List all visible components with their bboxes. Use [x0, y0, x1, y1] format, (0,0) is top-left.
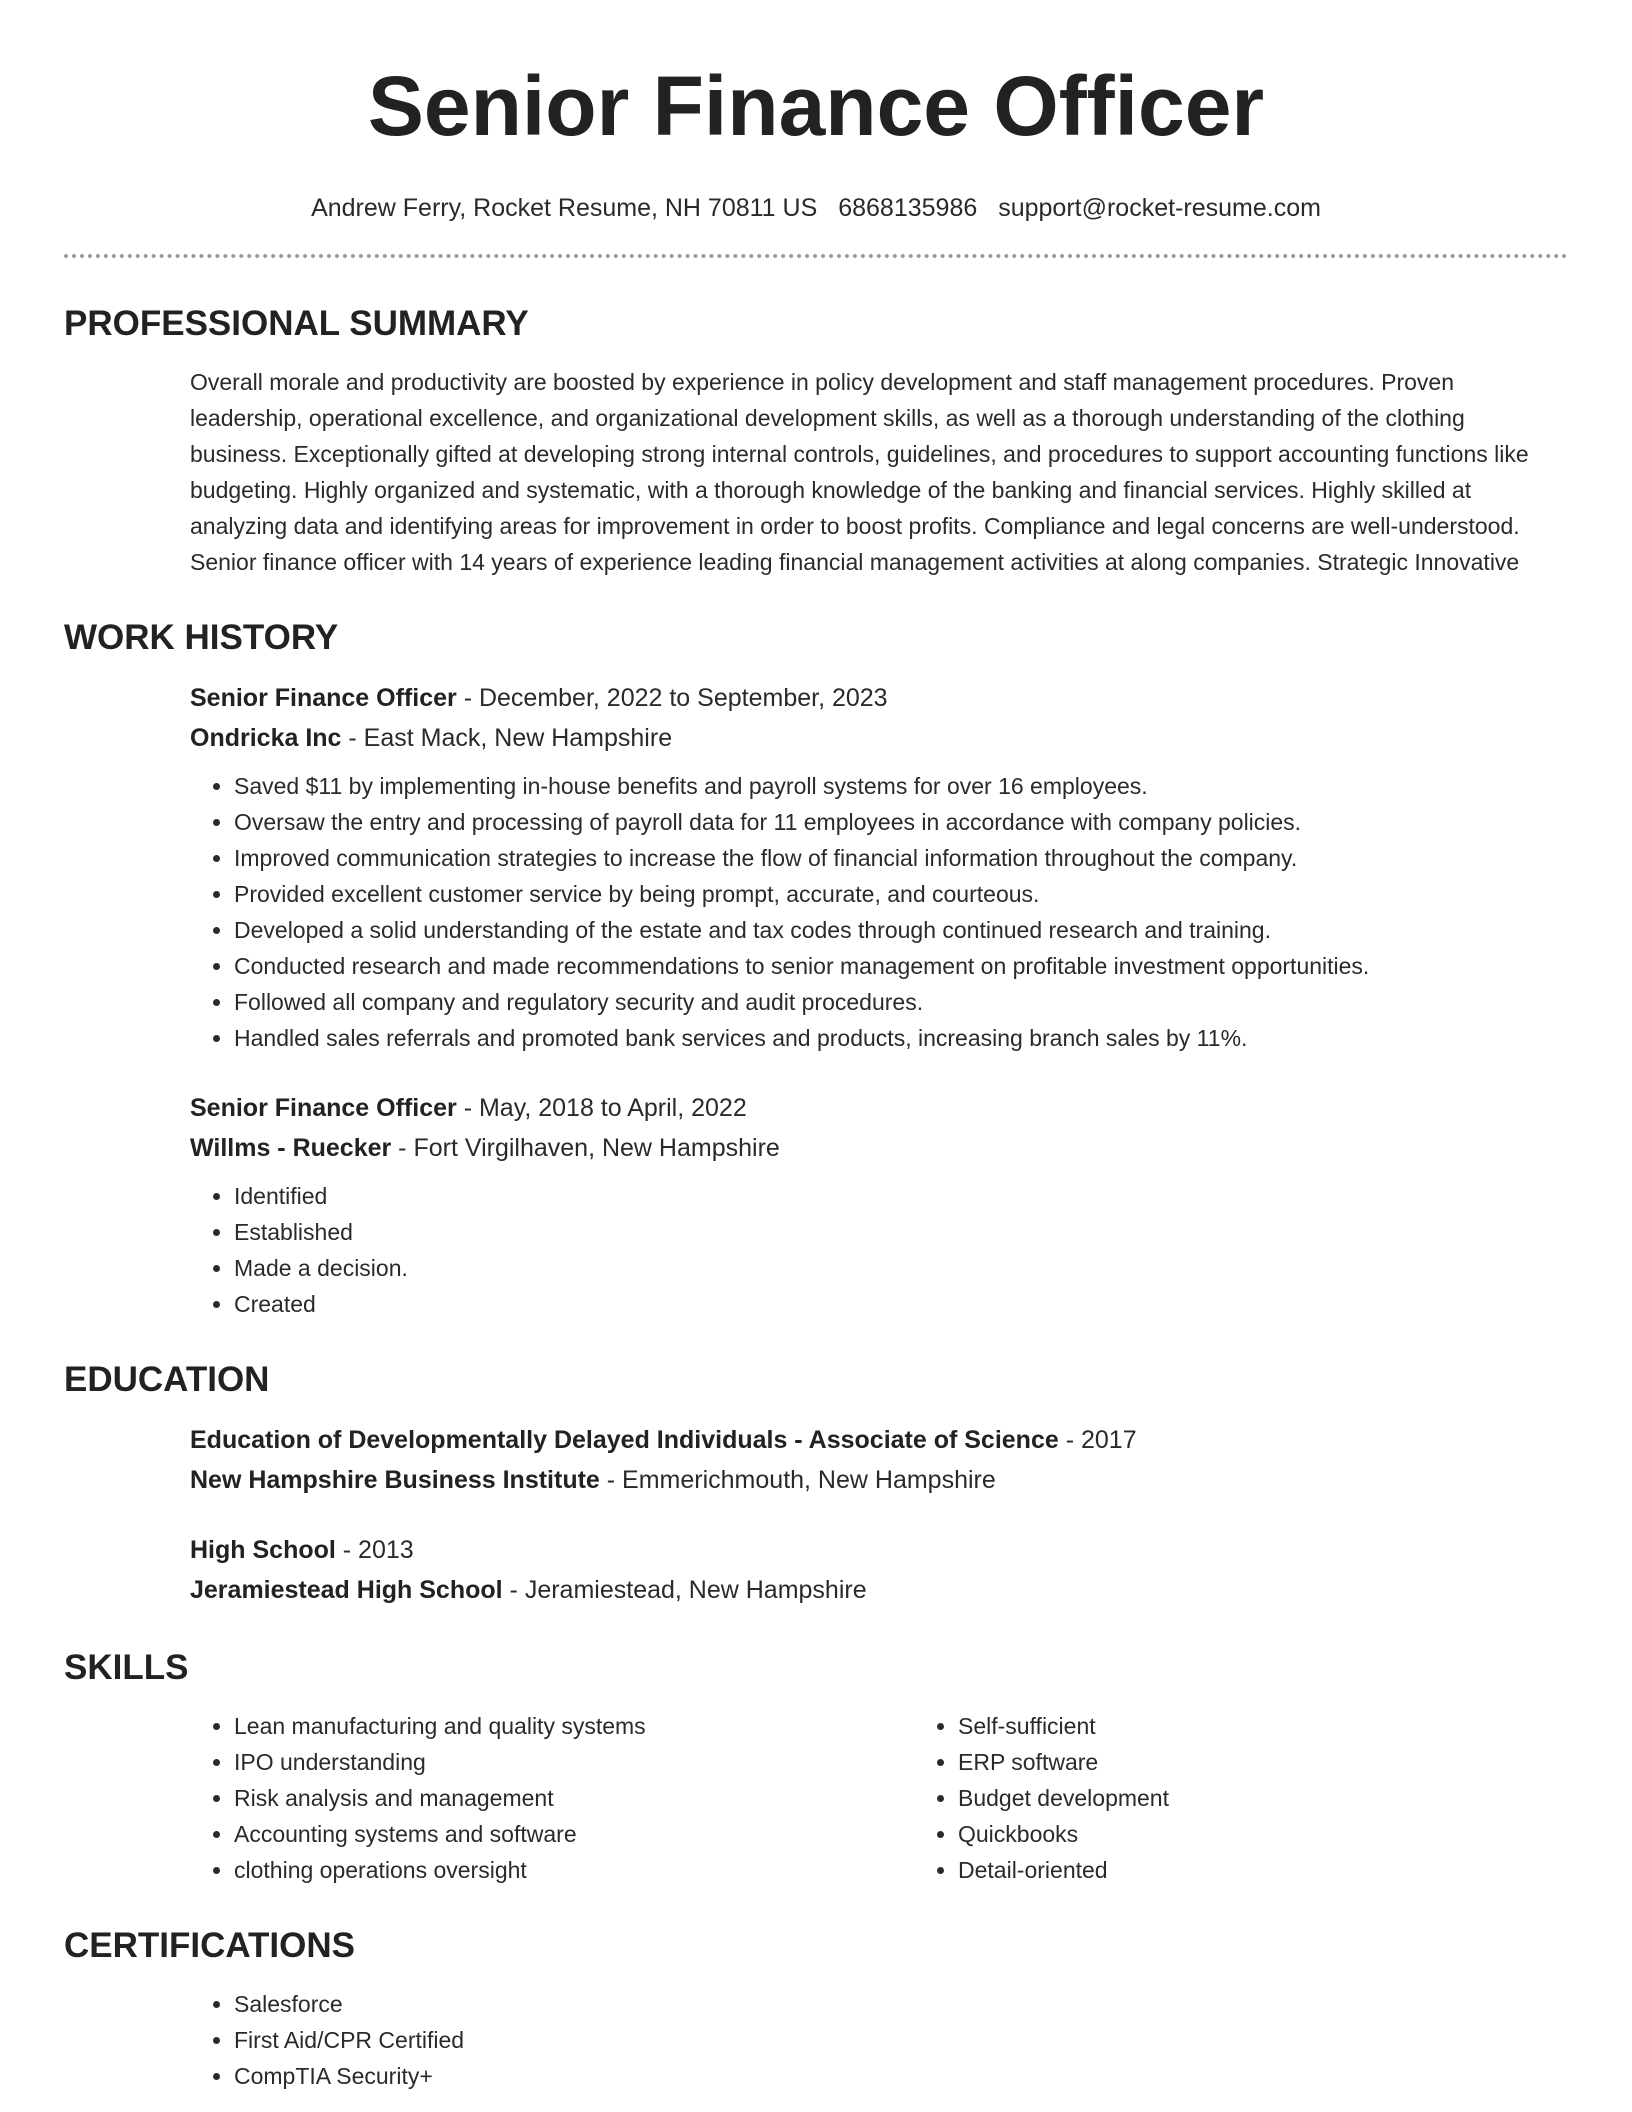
- job-entry: [190, 678, 1568, 1056]
- job-bullet: • Created: [234, 1286, 1568, 1322]
- education-entry: [190, 1530, 1568, 1610]
- education-body: [190, 1420, 1568, 1610]
- contact-email: support@rocket-resume.com: [998, 194, 1321, 222]
- job-company-line: [190, 1128, 1568, 1168]
- job-bullet: • Identified: [234, 1178, 1568, 1214]
- skill-item: • Accounting systems and software: [234, 1816, 914, 1852]
- job-bullet: • Made a decision.: [234, 1250, 1568, 1286]
- summary-section: [64, 302, 1568, 580]
- job-bullet: • Conducted research and made recommendations to senior management on profitable investment opportunities.: [234, 948, 1568, 984]
- education-school: New Hampshire Business Institute: [190, 1466, 600, 1494]
- work-history-heading: WORK HISTORY: [64, 618, 339, 657]
- skill-item: • Detail-oriented: [958, 1852, 1458, 1888]
- job-bullet: • Improved communication strategies to increase the flow of financial information throughout the company.: [234, 840, 1568, 876]
- job-company-line: [190, 718, 1568, 758]
- summary-body: [190, 364, 1568, 580]
- certifications-list: [190, 1986, 1568, 2094]
- skills-section: [64, 1646, 1568, 1888]
- job-dates: - December, 2022 to September, 2023: [456, 684, 888, 712]
- summary-text: Overall morale and productivity are boosted by experience in policy development and staff management procedures. Proven leadership, operational excellence, and organizational development skills, as well as a thorough understanding of the clothing business. Exceptionally gifted at developing strong internal controls, guidelines, and procedures to support accounting functions like budgeting. Highly organized and systematic, with a thorough knowledge of the banking and financial services. Highly skilled at analyzing data and identifying areas for improvement in order to boost profits. Compliance and legal concerns are well-understood. Senior finance officer with 14 years of experience leading financial management activities at along companies. Strategic Innovative: [190, 369, 1529, 575]
- job-location: - East Mack, New Hampshire: [341, 724, 673, 752]
- resume-title: Senior Finance Officer: [367, 59, 1265, 153]
- job-bullet: • Saved $11 by implementing in-house benefits and payroll systems for over 16 employees.: [234, 768, 1568, 804]
- job-company: Ondricka Inc: [190, 724, 342, 752]
- education-degree: High School: [190, 1536, 336, 1564]
- job-bullet: • Established: [234, 1214, 1568, 1250]
- skills-column-1: [190, 1708, 914, 1888]
- job-entry: [190, 1088, 1568, 1322]
- job-bullet: • Oversaw the entry and processing of payroll data for 11 employees in accordance with company policies.: [234, 804, 1568, 840]
- job-location: - Fort Virgilhaven, New Hampshire: [391, 1134, 780, 1162]
- job-bullet: • Followed all company and regulatory security and audit procedures.: [234, 984, 1568, 1020]
- skill-item: • Lean manufacturing and quality systems: [234, 1708, 914, 1744]
- skill-item: • clothing operations oversight: [234, 1852, 914, 1888]
- certifications-section: [64, 1924, 1568, 2094]
- job-title: Senior Finance Officer: [190, 1094, 457, 1122]
- job-bullet: • Provided excellent customer service by being prompt, accurate, and courteous.: [234, 876, 1568, 912]
- certification-item: • CompTIA Security+: [234, 2058, 1568, 2094]
- certification-item: • First Aid/CPR Certified: [234, 2022, 1568, 2058]
- education-section: [64, 1358, 1568, 1610]
- summary-heading: PROFESSIONAL SUMMARY: [64, 304, 529, 343]
- job-title-line: [190, 678, 1568, 718]
- job-title-line: [190, 1088, 1568, 1128]
- certifications-body: [190, 1986, 1568, 2094]
- job-bullets: [190, 768, 1568, 1056]
- skills-column-2: [914, 1708, 1458, 1888]
- education-school: Jeramiestead High School: [190, 1576, 503, 1604]
- job-company: Willms - Ruecker: [190, 1134, 392, 1162]
- education-year: - 2013: [335, 1536, 414, 1564]
- job-bullet: • Developed a solid understanding of the estate and tax codes through continued research and training.: [234, 912, 1568, 948]
- skill-item: • Risk analysis and management: [234, 1780, 914, 1816]
- skills-body: [190, 1708, 1568, 1888]
- education-school-line: [190, 1460, 1568, 1500]
- skills-heading: SKILLS: [64, 1648, 189, 1687]
- education-location: - Emmerichmouth, New Hampshire: [599, 1466, 996, 1494]
- skill-item: • IPO understanding: [234, 1744, 914, 1780]
- work-history-section: [64, 616, 1568, 1322]
- skill-item: • Budget development: [958, 1780, 1458, 1816]
- contact-phone: 6868135986: [838, 194, 978, 222]
- education-year: - 2017: [1058, 1426, 1137, 1454]
- certification-item: • Salesforce: [234, 1986, 1568, 2022]
- education-degree-line: [190, 1420, 1568, 1460]
- contact-address: Andrew Ferry, Rocket Resume, NH 70811 US: [311, 194, 818, 222]
- skill-item: • Quickbooks: [958, 1816, 1458, 1852]
- contact-line: [64, 192, 1568, 224]
- skill-item: • Self-sufficient: [958, 1708, 1458, 1744]
- job-dates: - May, 2018 to April, 2022: [456, 1094, 747, 1122]
- certifications-heading: CERTIFICATIONS: [64, 1926, 356, 1965]
- job-bullets: [190, 1178, 1568, 1322]
- education-degree-line: [190, 1530, 1568, 1570]
- header-divider: [64, 254, 1568, 258]
- work-history-body: [190, 678, 1568, 1322]
- education-school-line: [190, 1570, 1568, 1610]
- job-title: Senior Finance Officer: [190, 684, 457, 712]
- job-bullet: • Handled sales referrals and promoted bank services and products, increasing branch sales by 11%.: [234, 1020, 1568, 1056]
- skill-item: • ERP software: [958, 1744, 1458, 1780]
- education-location: - Jeramiestead, New Hampshire: [502, 1576, 867, 1604]
- education-entry: [190, 1420, 1568, 1500]
- education-heading: EDUCATION: [64, 1360, 270, 1399]
- education-degree: Education of Developmentally Delayed Individuals - Associate of Science: [190, 1426, 1059, 1454]
